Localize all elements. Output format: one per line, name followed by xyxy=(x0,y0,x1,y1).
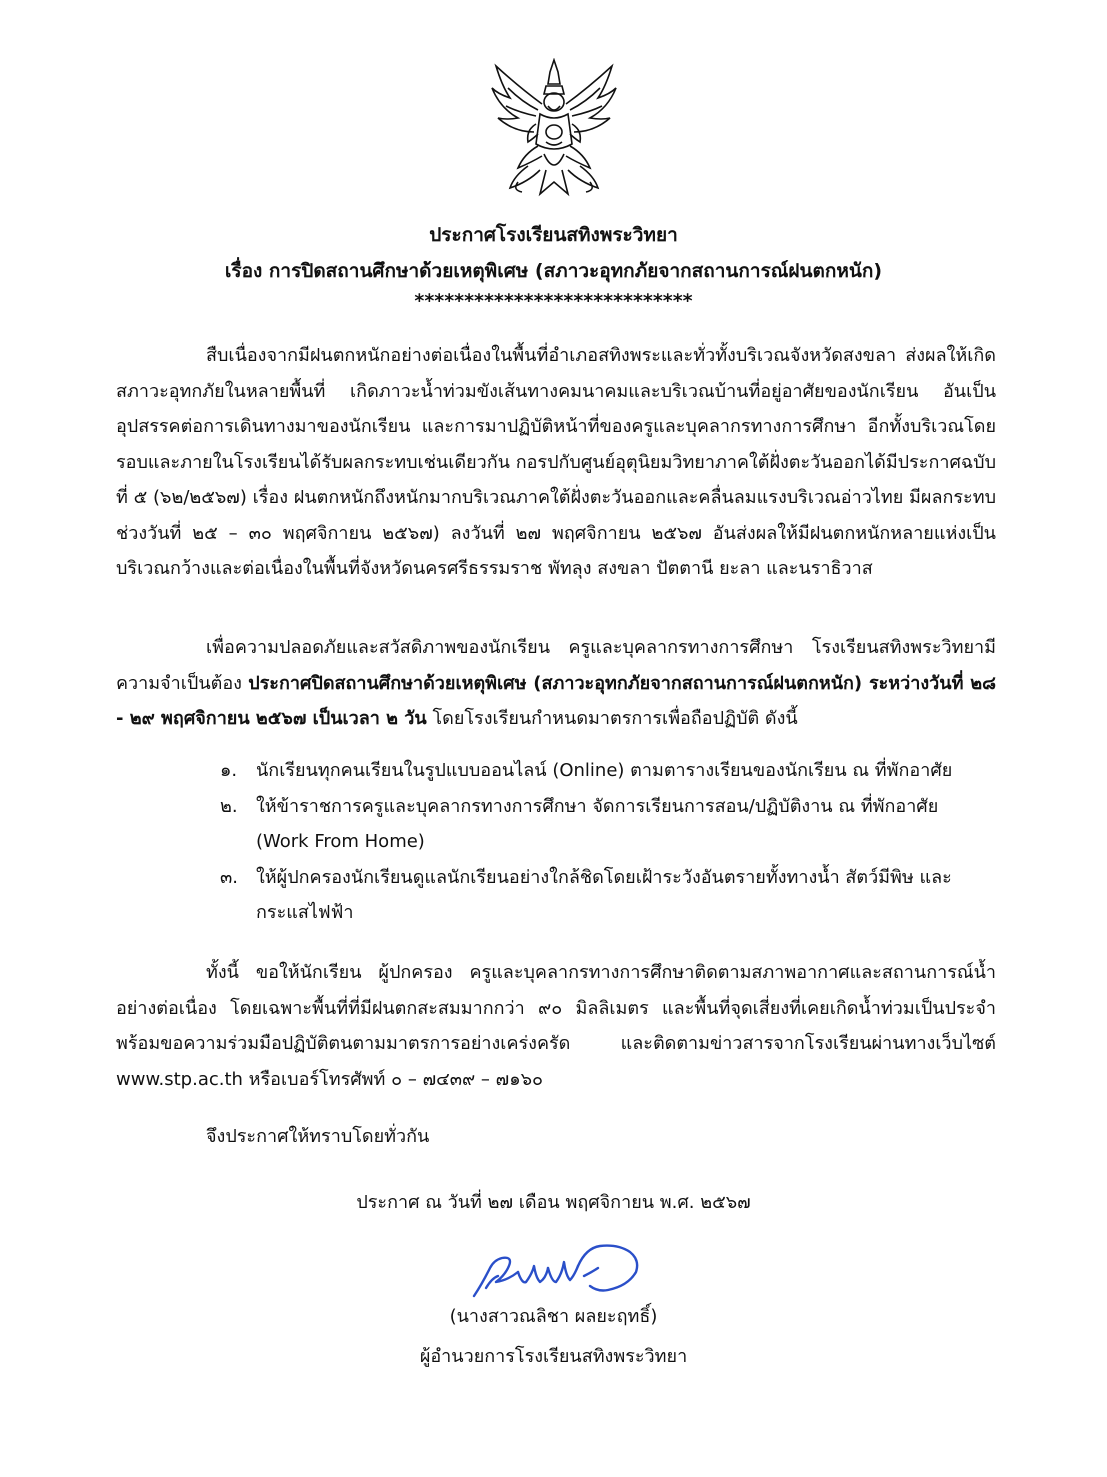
signature-icon xyxy=(468,1238,648,1302)
list-item-text: ให้ผู้ปกครองนักเรียนดูแลนักเรียนอย่างใกล้ชิดโดยเฝ้าระวังอันตรายทั้งทางน้ำ สัตว์มีพิษ และกระแสไฟฟ้า xyxy=(256,866,952,923)
list-item xyxy=(116,860,996,931)
paragraph-advisory: ทั้งนี้ ขอให้นักเรียน ผู้ปกครอง ครูและบุคลากรทางการศึกษาติดตามสภาพอากาศและสถานการณ์น้ำอย่างต่อเนื่อง โดยเฉพาะพื้นที่ที่มีฝนตกสะสมมากกว่า ๙๐ มิลลิเมตร และพื้นที่จุดเสี่ยงที่เคยเกิดน้ำท่วมเป็นประจำ พร้อมขอความร่วมมือปฏิบัติตนตามมาตรการอย่างเคร่งครัด และติดตามข่าวสารจากโรงเรียนผ่านทางเว็บไซต์ www.stp.ac.th หรือเบอร์โทรศัพท์ ๐ – ๗๔๓๙ – ๗๑๖๐ xyxy=(116,962,996,1090)
list-item-text: ให้ข้าราชการครูและบุคลากรทางการศึกษา จัดการเรียนการสอน/ปฏิบัติงาน ณ ที่พักอาศัย (Work From Home) xyxy=(256,795,939,852)
announcement-date: ประกาศ ณ วันที่ ๒๗ เดือน พฤศจิกายน พ.ศ. ๒๕๖๗ xyxy=(356,1192,751,1213)
list-item-number: ๒. xyxy=(220,795,238,817)
list-item-number: ๓. xyxy=(220,866,239,888)
announcement-subject: เรื่อง การปิดสถานศึกษาด้วยเหตุพิเศษ (สภาวะอุทกภัยจากสถานการณ์ฝนตกหนัก) xyxy=(224,260,883,282)
list-item-text: นักเรียนทุกคนเรียนในรูปแบบออนไลน์ (Online) ตามตารางเรียนของนักเรียน ณ ที่พักอาศัย xyxy=(256,760,953,781)
list-item xyxy=(116,789,996,860)
closing-statement: จึงประกาศให้ทราบโดยทั่วกัน xyxy=(206,1126,430,1147)
paragraph-closure-intro: เพื่อความปลอดภัยและสวัสดิภาพของนักเรียน ครูและบุคลากรทางการศึกษา โรงเรียนสทิงพระวิทยามีความจำเป็นต้อง xyxy=(116,637,996,694)
paragraph-background: สืบเนื่องจากมีฝนตกหนักอย่างต่อเนื่องในพื้นที่อำเภอสทิงพระและทั่วทั้งบริเวณจังหวัดสงขลา ส่งผลให้เกิดสภาวะอุทกภัยในหลายพื้นที่ เกิดภาวะน้ำท่วมขังเส้นทางคมนาคมและบริเวณบ้านที่อยู่อาศัยของนักเรียน อันเป็นอุปสรรคต่อการเดินทางมาของนักเรียน และการมาปฏิบัติหน้าที่ของครูและบุคลากรทางการศึกษา อีกทั้งบริเวณโดยรอบและภายในโรงเรียนได้รับผลกระทบเช่นเดียวกัน กอรปกับศูนย์อุตุนิยมวิทยาภาคใต้ฝั่งตะวันออกได้มีประกาศฉบับที่ ๕ (๖๒/๒๕๖๗) เรื่อง ฝนตกหนักถึงหนักมากบริเวณภาคใต้ฝั่งตะวันออกและคลื่นลมแรงบริเวณอ่าวไทย มีผลกระทบช่วงวันที่ ๒๕ – ๓๐ พฤศจิกายน ๒๕๖๗) ลงวันที่ ๒๗ พฤศจิกายน ๒๕๖๗ อันส่งผลให้มีฝนตกหนักหลายแห่งเป็นบริเวณกว้างและต่อเนื่องในพื้นที่จังหวัดนครศรีธรรมราช พัทลุง สงขลา ปัตตานี ยะลา และนราธิวาส xyxy=(116,345,996,579)
measures-list xyxy=(116,753,996,931)
signer-name: (นางสาวณลิชา ผลยะฤทธิ์) xyxy=(449,1306,658,1327)
paragraph-closure-end: โดยโรงเรียนกำหนดมาตรการเพื่อถือปฏิบัติ ดังนี้ xyxy=(432,708,798,729)
paragraph-closure-bold: ประกาศปิดสถานศึกษาด้วยเหตุพิเศษ (สภาวะอุทกภัยจากสถานการณ์ฝนตกหนัก) ระหว่างวันที่ ๒๘ - ๒๙ พฤศจิกายน ๒๕๖๗ เป็นเวลา ๒ วัน xyxy=(116,672,996,729)
list-item xyxy=(116,753,996,789)
paragraph-closure-decision xyxy=(116,630,996,737)
garuda-emblem-icon xyxy=(488,58,620,198)
list-item-number: ๑. xyxy=(220,760,238,781)
announcement-title: ประกาศโรงเรียนสทิงพระวิทยา xyxy=(429,224,678,246)
title-separator: **************************** xyxy=(414,290,693,312)
signer-position: ผู้อำนวยการโรงเรียนสทิงพระวิทยา xyxy=(419,1346,688,1367)
